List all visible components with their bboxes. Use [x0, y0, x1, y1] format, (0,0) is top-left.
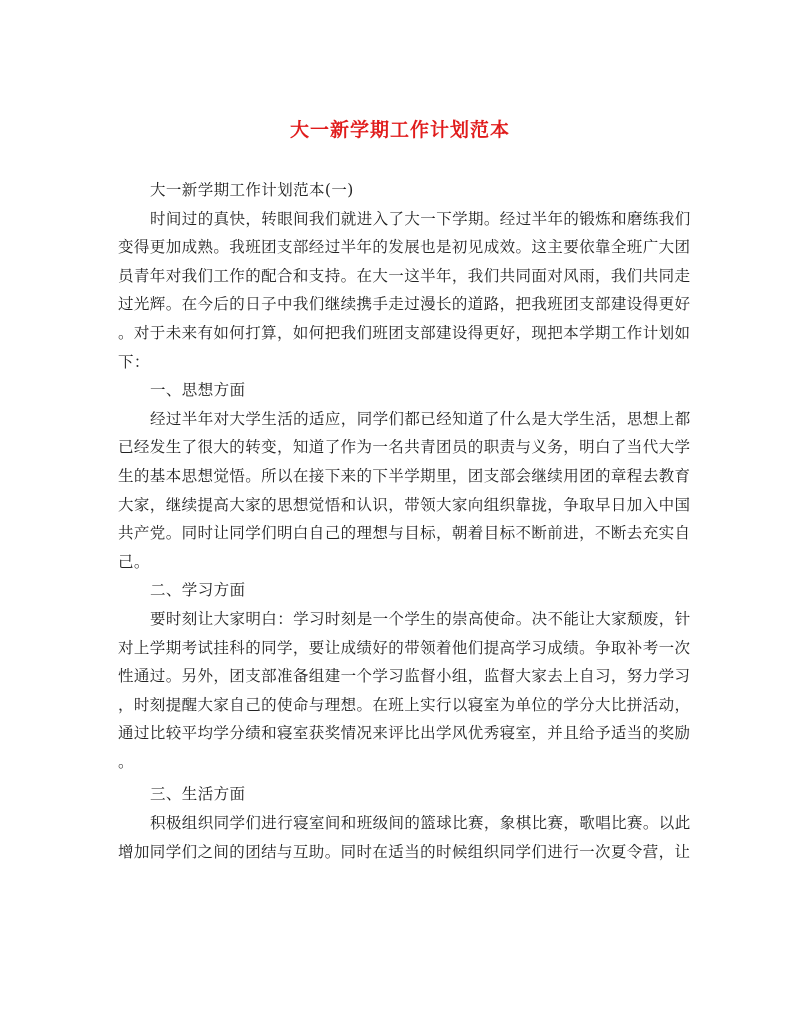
paragraph-line: 时间过的真快，转眼间我们就进入了大一下学期。经过半年的锻炼和磨练我们	[150, 209, 691, 228]
paragraph-line: 性通过。另外，团支部准备组建一个学习监督小组，监督大家去上自习，努力学习	[118, 667, 691, 686]
paragraph-line: 积极组织同学们进行寝室间和班级间的篮球比赛，象棋比赛，歌唱比赛。以此	[150, 814, 691, 833]
section-heading: 一、思想方面	[150, 381, 246, 400]
paragraph-line: 。	[118, 752, 134, 771]
paragraph-line: 员青年对我们工作的配合和支持。在大一这半年，我们共同面对风雨，我们共同走	[118, 266, 691, 285]
document-title: 大一新学期工作计划范本	[289, 119, 510, 141]
paragraph-line: 经过半年对大学生活的适应，同学们都已经知道了什么是大学生活，思想上都	[150, 409, 691, 428]
paragraph-line: ，时刻提醒大家自己的使命与理想。在班上实行以寝室为单位的学分大比拼活动，	[118, 695, 691, 714]
section-heading: 大一新学期工作计划范本(一)	[150, 181, 354, 199]
paragraph-line: 。对于未来有如何打算，如何把我们班团支部建设得更好，现把本学期工作计划如	[118, 323, 691, 342]
paragraph-line: 己。	[118, 552, 150, 571]
section-heading: 二、学习方面	[150, 581, 246, 600]
paragraph-line: 共产党。同时让同学们明白自己的理想与目标，朝着目标不断前进，不断去充实自	[118, 524, 691, 543]
paragraph-line: 通过比较平均学分绩和寝室获奖情况来评比出学风优秀寝室，并且给予适当的奖励	[118, 724, 691, 743]
paragraph-line: 对上学期考试挂科的同学，要让成绩好的带领着他们提高学习成绩。争取补考一次	[118, 638, 691, 657]
paragraph-line: 要时刻让大家明白：学习时刻是一个学生的崇高使命。决不能让大家颓废，针	[150, 609, 691, 628]
document-body	[118, 176, 691, 866]
paragraph-line: 增加同学们之间的团结与互助。同时在适当的时候组织同学们进行一次夏令营，让	[118, 842, 691, 861]
paragraph-line: 过光辉。在今后的日子中我们继续携手走过漫长的道路，把我班团支部建设得更好	[118, 295, 691, 314]
paragraph-line: 生的基本思想觉悟。所以在接下来的下半学期里，团支部会继续用团的章程去教育	[118, 466, 691, 485]
paragraph-line: 下：	[118, 352, 150, 371]
paragraph-line: 变得更加成熟。我班团支部经过半年的发展也是初见成效。这主要依靠全班广大团	[118, 238, 691, 257]
paragraph-line: 大家，继续提高大家的思想觉悟和认识，带领大家向组织靠拢，争取早日加入中国	[118, 495, 691, 514]
paragraph-line: 已经发生了很大的转变，知道了作为一名共青团员的职责与义务，明白了当代大学	[118, 438, 691, 457]
section-heading: 三、生活方面	[150, 785, 246, 804]
